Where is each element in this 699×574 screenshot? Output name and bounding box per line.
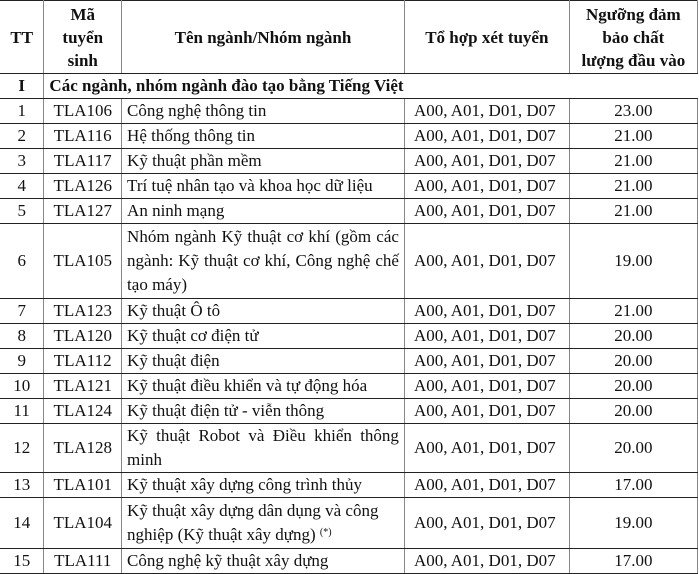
footnote-marker: (*) [319,527,332,538]
row-nguong: 20.00 [569,324,697,349]
table-row [0,349,698,374]
row-tt: 11 [0,399,44,424]
row-tt: 3 [0,149,44,174]
row-to-hop: A00, A01, D01, D07 [404,299,569,324]
row-tt: 2 [0,124,44,149]
row-nguong: 17.00 [569,473,697,498]
row-ma: TLA111 [44,549,122,574]
row-to-hop: A00, A01, D01, D07 [404,99,569,124]
row-ten: Kỹ thuật Ô tô [122,299,405,324]
header-ma-line1: Mã [70,4,95,24]
row-nguong: 20.00 [569,399,697,424]
row-ten: Kỹ thuật điện tử - viễn thông [122,399,405,424]
row-tt: 8 [0,324,44,349]
row-nguong: 17.00 [569,549,697,574]
row-ten: Kỹ thuật điện [122,349,405,374]
row-ma: TLA105 [44,224,122,299]
header-row [0,1,698,74]
row-nguong: 19.00 [569,498,697,549]
table-row [0,399,698,424]
row-ma: TLA112 [44,349,122,374]
row-to-hop: A00, A01, D01, D07 [404,399,569,424]
row-nguong: 20.00 [569,349,697,374]
header-nguong-line2: bảo chất [602,27,665,47]
row-ten: Hệ thống thông tin [122,124,405,149]
row-nguong: 21.00 [569,124,697,149]
row-to-hop: A00, A01, D01, D07 [404,224,569,299]
row-ten-text: Kỹ thuật xây dựng dân dụng và công nghiệp (Kỹ thuật xây dựng) [127,501,379,544]
row-nguong: 21.00 [569,149,697,174]
table-row [0,224,698,299]
row-to-hop: A00, A01, D01, D07 [404,374,569,399]
table-row [0,124,698,149]
table-row [0,374,698,399]
table-row [0,498,698,549]
row-ma: TLA116 [44,124,122,149]
row-ma: TLA101 [44,473,122,498]
row-to-hop: A00, A01, D01, D07 [404,149,569,174]
row-to-hop: A00, A01, D01, D07 [404,174,569,199]
header-nguong-line1: Ngưỡng đảm [586,4,681,24]
row-tt: 10 [0,374,44,399]
row-ten: Công nghệ thông tin [122,99,405,124]
row-ten: Kỹ thuật xây dựng công trình thủy [122,473,405,498]
row-ma: TLA127 [44,199,122,224]
header-ma-line2: tuyển [62,27,104,47]
row-to-hop: A00, A01, D01, D07 [404,199,569,224]
table-row [0,174,698,199]
row-nguong: 21.00 [569,199,697,224]
row-ma: TLA104 [44,498,122,549]
row-nguong: 21.00 [569,299,697,324]
row-ma: TLA124 [44,399,122,424]
row-to-hop: A00, A01, D01, D07 [404,124,569,149]
header-ma-tuyen-sinh [44,1,122,74]
row-ten: Trí tuệ nhân tạo và khoa học dữ liệu [122,174,405,199]
table-row [0,473,698,498]
section-row [0,74,698,99]
row-tt: 7 [0,299,44,324]
row-tt: 1 [0,99,44,124]
row-to-hop: A00, A01, D01, D07 [404,424,569,473]
row-nguong: 23.00 [569,99,697,124]
row-to-hop: A00, A01, D01, D07 [404,349,569,374]
row-to-hop: A00, A01, D01, D07 [404,473,569,498]
section-title: Các ngành, nhóm ngành đào tạo bằng Tiếng Việt [44,74,698,99]
row-nguong: 20.00 [569,374,697,399]
row-ma: TLA117 [44,149,122,174]
table-row [0,199,698,224]
row-tt: 14 [0,498,44,549]
table-row [0,99,698,124]
row-ma: TLA120 [44,324,122,349]
row-ten: Công nghệ kỹ thuật xây dựng [122,549,405,574]
row-ten [122,498,405,549]
row-nguong: 21.00 [569,174,697,199]
table-row [0,149,698,174]
row-ma: TLA128 [44,424,122,473]
row-to-hop: A00, A01, D01, D07 [404,324,569,349]
row-tt: 12 [0,424,44,473]
row-ma: TLA123 [44,299,122,324]
header-to-hop: Tổ hợp xét tuyển [404,1,569,74]
header-ten-nganh: Tên ngành/Nhóm ngành [122,1,405,74]
row-tt: 9 [0,349,44,374]
row-tt: 13 [0,473,44,498]
table-row [0,299,698,324]
row-to-hop: A00, A01, D01, D07 [404,498,569,549]
header-nguong [569,1,697,74]
row-tt: 4 [0,174,44,199]
row-nguong: 20.00 [569,424,697,473]
row-tt: 5 [0,199,44,224]
row-ten: Nhóm ngành Kỹ thuật cơ khí (gồm các ngành: Kỹ thuật cơ khí, Công nghệ chế tạo máy) [122,224,405,299]
row-nguong: 19.00 [569,224,697,299]
row-ma: TLA121 [44,374,122,399]
table-row [0,424,698,473]
row-ten: An ninh mạng [122,199,405,224]
header-tt: TT [0,1,44,74]
row-ma: TLA106 [44,99,122,124]
row-ten: Kỹ thuật điều khiển và tự động hóa [122,374,405,399]
row-ten: Kỹ thuật Robot và Điều khiển thông minh [122,424,405,473]
row-ma: TLA126 [44,174,122,199]
row-ten: Kỹ thuật cơ điện tử [122,324,405,349]
row-tt: 15 [0,549,44,574]
header-ma-line3: sinh [67,50,98,70]
row-tt: 6 [0,224,44,299]
header-nguong-line3: lượng đầu vào [581,50,686,70]
row-ten: Kỹ thuật phần mềm [122,149,405,174]
section-number: I [0,74,44,99]
table-row [0,324,698,349]
row-to-hop: A00, A01, D01, D07 [404,549,569,574]
